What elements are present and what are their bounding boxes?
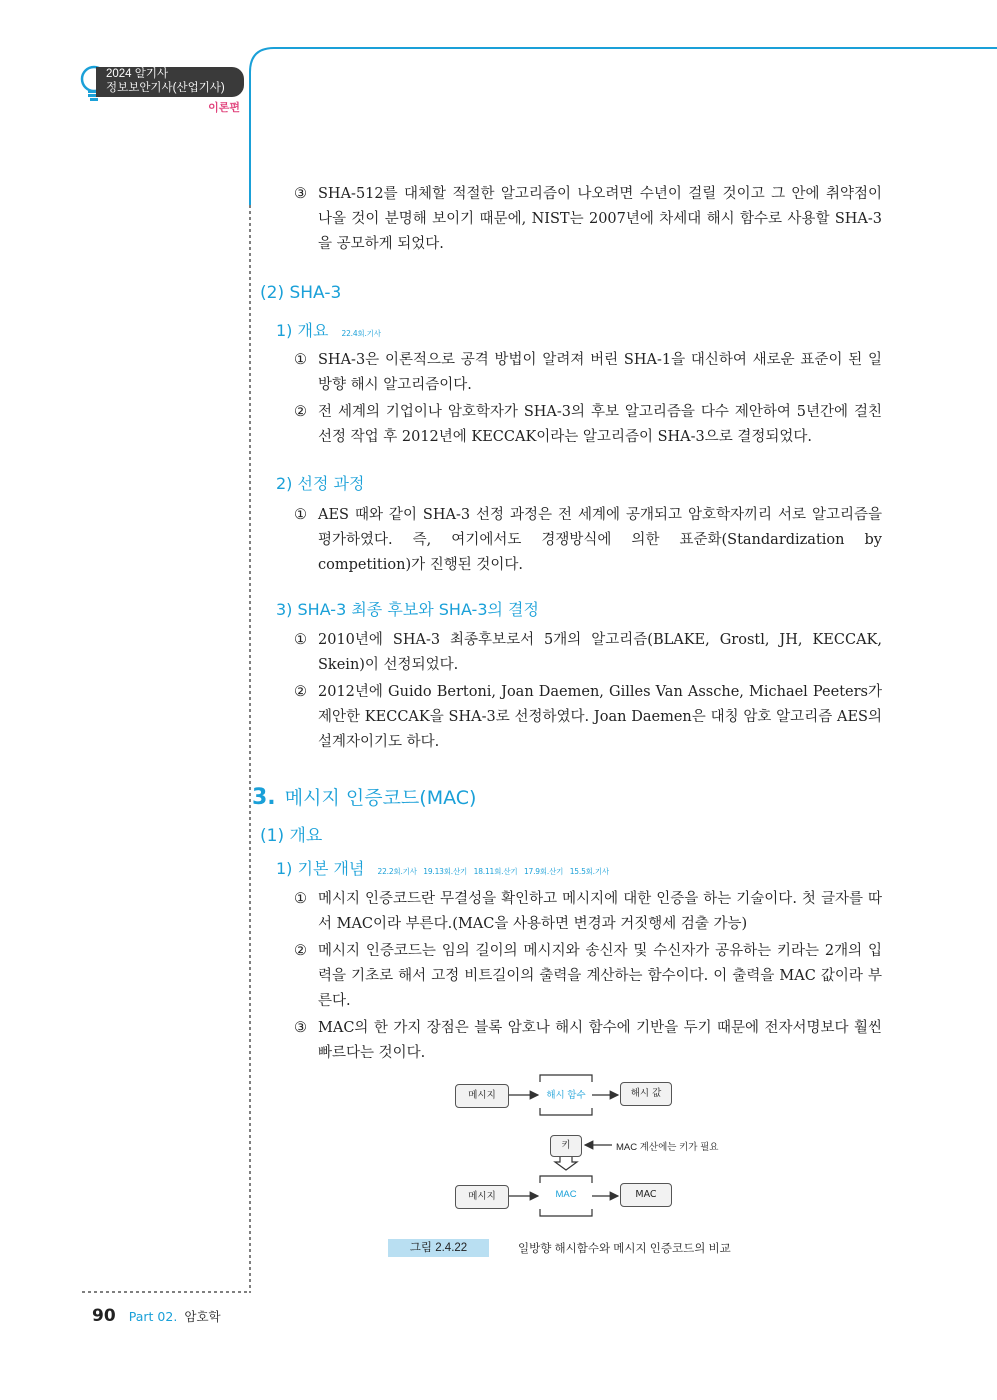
- subsection-heading-final: 3) SHA-3 최종 후보와 SHA-3의 결정: [276, 600, 539, 619]
- header-subtitle: 이론편: [208, 102, 240, 114]
- diagram-message-box: 메시지: [455, 1084, 509, 1108]
- subsection-heading-selection: 2) 선정 과정: [276, 474, 365, 493]
- exam-tag: 22.2회.기사 19.13회.산기 18.11회.산기 17.9회.산기 15.5회.기사: [377, 867, 609, 876]
- subsection-heading: 1) 개요: [276, 321, 329, 340]
- header-line1: 2024 알기사: [106, 68, 169, 80]
- item-number: ②: [294, 943, 307, 959]
- item-number: ③: [294, 186, 307, 202]
- page-number: 90: [92, 1306, 116, 1326]
- footer-title: 암호학: [184, 1309, 221, 1324]
- section-heading-sha3: (2) SHA-3: [260, 283, 342, 303]
- item-number: ②: [294, 404, 307, 420]
- item-number: ①: [294, 632, 307, 648]
- footer-part: Part 02.: [128, 1309, 178, 1324]
- item-text: 메시지 인증코드는 임의 길이의 메시지와 송신자 및 수신자가 공유하는 키라는 2개의 입력을 기초로 해서 고정 비트길이의 출력을 계산하는 함수이다. 이 출력을 MAC 값이라 부른다.: [318, 943, 882, 1009]
- item-text: MAC의 한 가지 장점은 블록 암호나 해시 함수에 기반을 두기 때문에 전자서명보다 훨씬 빠르다는 것이다.: [318, 1020, 882, 1061]
- item-text: 2010년에 SHA-3 최종후보로서 5개의 알고리즘(BLAKE, Grostl, JH, KECCAK, Skein)이 선정되었다.: [318, 632, 882, 673]
- item-text: AES 때와 같이 SHA-3 선정 과정은 전 세계에 공개되고 암호학자끼리 서로 알고리즘을 평가하였다. 즉, 여기에서도 경쟁방식에 의한 표준화(Standardization by competition)가 진행된 것이다.: [318, 507, 882, 573]
- item-text: SHA-512를 대체할 적절한 알고리즘이 나오려면 수년이 걸릴 것이고 그 안에 취약점이 나올 것이 분명해 보이기 때문에, NIST는 2007년에 차세대 해시 함수로 사용할 SHA-3을 공모하게 되었다.: [318, 186, 882, 252]
- exam-tag: 22.4회.기사: [341, 329, 381, 338]
- item-number: ②: [294, 684, 307, 700]
- subsection-heading: 1) 기본 개념: [276, 859, 365, 878]
- chapter-number: 3.: [252, 785, 276, 810]
- diagram-hash-value-box: 해시 값: [620, 1082, 672, 1106]
- item-text: 전 세계의 기업이나 암호학자가 SHA-3의 후보 알고리즘을 다수 제안하여 5년간에 걸친 선정 작업 후 2012년에 KECCAK이라는 알고리즘이 SHA-3으로 결정되었다.: [318, 404, 882, 445]
- item-number: ①: [294, 352, 307, 368]
- diagram-message-box: 메시지: [455, 1185, 509, 1209]
- section-heading-mac-overview: (1) 개요: [260, 826, 323, 846]
- header-line2: 정보보안기사(산업기사): [106, 82, 225, 94]
- item-text: 2012년에 Guido Bertoni, Joan Daemen, Gilles Van Assche, Michael Peeters가 제안한 KECCAK을 SHA-3로 선정하였다. Joan Daemen은 대칭 암호 알고리즘 AES의 설계자이기도 하다.: [318, 684, 882, 750]
- diagram-hash-function-label: 해시 함수: [546, 1090, 586, 1101]
- diagram-key-note: MAC 계산에는 키가 필요: [616, 1142, 719, 1153]
- figure-label: 그림 2.4.22: [388, 1239, 489, 1257]
- item-number: ①: [294, 507, 307, 523]
- diagram-mac-value-box: MAC: [620, 1183, 672, 1207]
- page-footer: [92, 1306, 221, 1326]
- diagram-key-box: 키: [550, 1135, 582, 1157]
- item-text: SHA-3은 이론적으로 공격 방법이 알려져 버린 SHA-1을 대신하여 새로운 표준이 된 일방향 해시 알고리즘이다.: [318, 352, 882, 393]
- item-number: ③: [294, 1020, 307, 1036]
- item-number: ①: [294, 891, 307, 907]
- chapter-title: 메시지 인증코드(MAC): [284, 787, 477, 809]
- item-text: 메시지 인증코드란 무결성을 확인하고 메시지에 대한 인증을 하는 기술이다. 첫 글자를 따서 MAC이라 부른다.(MAC을 사용하면 변경과 거짓행세 검출 가능): [318, 891, 882, 932]
- figure-caption: 일방향 해시함수와 메시지 인증코드의 비교: [518, 1243, 731, 1255]
- diagram-mac-function-label: MAC: [555, 1189, 577, 1200]
